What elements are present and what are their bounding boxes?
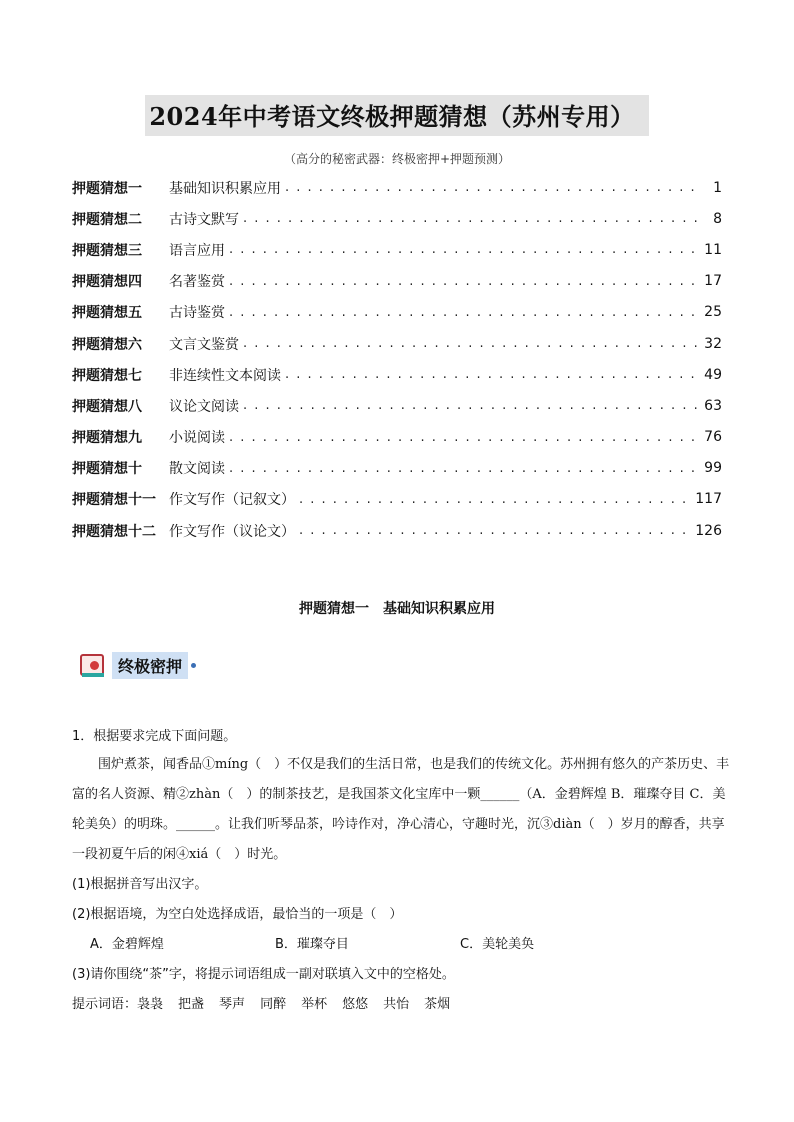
toc-entry-title: 文言文鉴赏 [169,336,239,353]
toc-entry[interactable] [72,422,722,453]
title-wrap [0,95,794,136]
toc-entry-page: 8 [713,210,722,227]
toc-leader-dots [285,367,700,382]
toc-entry-page: 32 [704,335,722,352]
hint-word: 把盏 [178,997,205,1012]
hint-word: 举杯 [301,997,328,1012]
toc-leader-dots [243,336,700,351]
hint-word: 琴声 [219,997,246,1012]
toc-entry-number: 押题猜想六 [72,336,142,353]
toc-leader-dots [299,492,691,507]
hint-word: 同醉 [260,997,287,1012]
question-stem: 1．根据要求完成下面问题。 [72,729,237,744]
toc-entry-title: 散文阅读 [169,461,225,478]
document-title: 2024年中考语文终极押题猜想（苏州专用） [145,95,648,136]
sub-question-3: (3)请你围绕“茶”字，将提示词语组成一副对联填入文中的空格处。 [72,967,455,982]
option-a: A．金碧辉煌 [90,937,164,952]
toc-entry-page: 63 [704,397,722,414]
toc-leader-dots [299,523,691,538]
toc-entry[interactable] [72,234,722,265]
toc-entry-page: 17 [704,273,722,290]
hint-word: 共怡 [383,997,410,1012]
toc-entry-title: 作文写作（记叙文） [169,492,295,509]
answer-options [72,930,732,960]
hint-word: 茶烟 [424,997,451,1012]
sub-question-2: (2)根据语境，为空白处选择成语，最恰当的一项是（ ） [72,907,403,922]
toc-entry-page: 11 [704,241,722,258]
badge-label: 终极密押 [112,652,188,679]
toc-entry-page: 126 [695,522,722,539]
toc-entry-title: 古诗文默写 [169,211,239,228]
option-b: B．璀璨夺目 [275,937,349,952]
toc-leader-dots [229,430,700,445]
toc-entry-page: 1 [713,179,722,196]
toc-entry-number: 押题猜想十 [72,461,142,478]
toc-entry-title: 语言应用 [169,242,225,259]
toc-leader-dots [229,274,700,289]
toc-entry[interactable] [72,172,722,203]
hint-words [72,990,732,1020]
toc-leader-dots [229,305,700,320]
toc-leader-dots [229,242,700,257]
toc-entry-page: 99 [704,460,722,477]
toc-entry-number: 押题猜想七 [72,367,142,384]
toc-entry[interactable] [72,203,722,234]
toc-entry-title: 议论文阅读 [169,398,239,415]
toc-entry[interactable] [72,390,722,421]
toc-entry[interactable] [72,515,722,546]
toc-entry-title: 名著鉴赏 [169,274,225,291]
toc-entry-title: 作文写作（议论文） [169,523,295,540]
toc-entry-page: 117 [695,491,722,508]
toc-entry[interactable] [72,297,722,328]
hint-label: 提示词语： [72,997,138,1012]
toc-leader-dots [243,211,700,226]
question-passage: 围炉煮茶，闻香品①míng（ ）不仅是我们的生活日常，也是我们的传统文化。苏州拥有悠久的产茶历史、丰富的名人资源、精②zhàn（ ）的制茶技艺，是我国茶文化宝库中一颗______（A．金碧辉煌 B．璀璨夺目 C．美轮美奂）的明珠。______。让我们听琴品茶，吟诗作对，净心清心，守趣时光，沉③diàn（ ）岁月的醇香，共享一段初夏午后的闲④xiá（ ）时光。 [72,757,730,862]
toc-entry[interactable] [72,484,722,515]
toc-entry-page: 25 [704,304,722,321]
hint-word: 袅袅 [137,997,164,1012]
toc-entry-number: 押题猜想三 [72,242,142,259]
section-badge [80,652,196,679]
toc-entry-page: 76 [704,429,722,446]
toc-entry-number: 押题猜想四 [72,274,142,291]
toc-entry-number: 押题猜想十一 [72,492,156,509]
toc-entry[interactable] [72,453,722,484]
toc-entry-number: 押题猜想二 [72,211,142,228]
toc-entry-title: 小说阅读 [169,430,225,447]
toc-entry-number: 押题猜想九 [72,430,142,447]
toc-entry-title: 基础知识积累应用 [169,180,281,197]
toc-entry-number: 押题猜想十二 [72,523,156,540]
toc-entry-number: 押题猜想一 [72,180,142,197]
toc-entry[interactable] [72,266,722,297]
section-heading: 押题猜想一 基础知识积累应用 [299,601,495,617]
target-icon [80,654,106,678]
hint-word: 悠悠 [342,997,369,1012]
sub-question-1: (1)根据拼音写出汉字。 [72,877,208,892]
option-c: C．美轮美奂 [460,937,535,952]
toc-entry-number: 押题猜想五 [72,305,142,322]
badge-dot-icon [191,663,196,668]
toc-entry-title: 非连续性文本阅读 [169,367,281,384]
toc-entry-number: 押题猜想八 [72,398,142,415]
question-block [72,724,732,1020]
toc-leader-dots [243,398,700,413]
toc-entry-page: 49 [704,366,722,383]
subtitle: （高分的秘密武器：终极密押+押题预测） [283,152,511,166]
toc-entry[interactable] [72,359,722,390]
toc-leader-dots [229,461,700,476]
table-of-contents [72,172,722,546]
toc-entry-title: 古诗鉴赏 [169,305,225,322]
toc-entry[interactable] [72,328,722,359]
toc-leader-dots [285,180,700,195]
